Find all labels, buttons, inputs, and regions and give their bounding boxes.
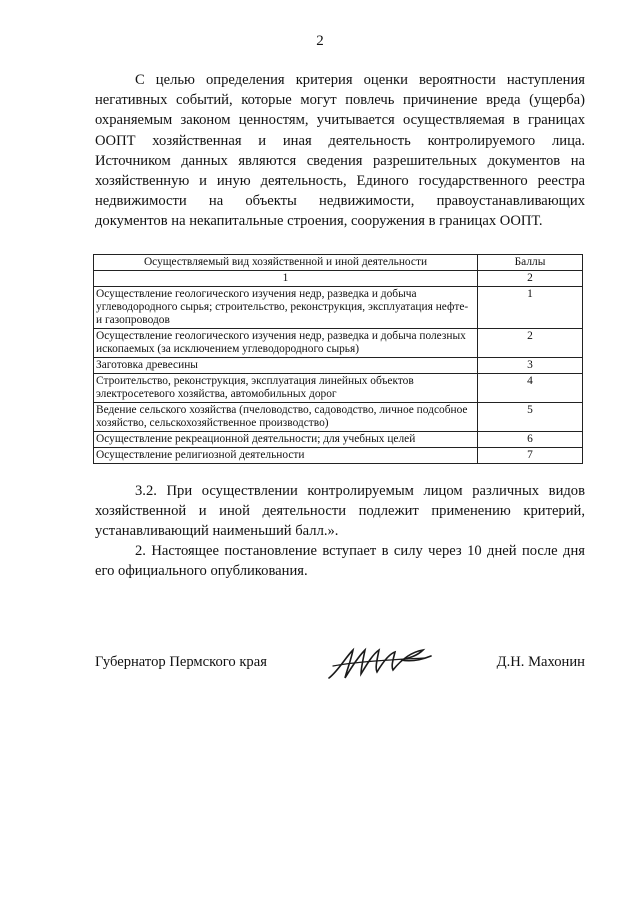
- signatory-name: Д.Н. Махонин: [496, 654, 585, 670]
- score-cell: 1: [478, 287, 583, 329]
- score-cell: 7: [478, 448, 583, 464]
- intro-paragraph: С целью определения критерия оценки вероятности наступления негативных событий, которые могут повлечь причинение вреда (ущерба) охраняемым законом ценностям, учитывается осуществляемая в границах ООПТ хозяйственная и иная деятельность контролируемого лица. Источником данных являются сведения разрешительных документов на хозяйственную и иную деятельность, Единого государственного реестра недвижимости на объекты недвижимости, правоустанавливающих документов на некапитальные строения, сооружения в границах ООПТ.: [95, 72, 585, 230]
- header-activity: Осуществляемый вид хозяйственной и иной деятельности: [94, 255, 478, 271]
- index-cell: 1: [94, 271, 478, 287]
- table-index-row: [94, 271, 583, 287]
- score-cell: 6: [478, 432, 583, 448]
- score-cell: 4: [478, 374, 583, 403]
- activity-cell: Ведение сельского хозяйства (пчеловодство, садоводство, личное подсобное хозяйство, сельскохозяйственное производство): [94, 403, 478, 432]
- score-cell: 3: [478, 358, 583, 374]
- index-cell: 2: [478, 271, 583, 287]
- table-row: [94, 403, 583, 432]
- table-header-row: [94, 255, 583, 271]
- clause-2: 2. Настоящее постановление вступает в силу через 10 дней после дня его официального опубликования.: [95, 543, 585, 580]
- criteria-table: [93, 254, 583, 464]
- activity-cell: Строительство, реконструкция, эксплуатация линейных объектов электросетевого хозяйства, автомобильных дорог: [94, 374, 478, 403]
- handwritten-signature: [325, 640, 435, 684]
- page-number: 2: [316, 33, 324, 49]
- activity-cell: Осуществление геологического изучения недр, разведка и добыча полезных ископаемых (за исключением углеводородного сырья): [94, 329, 478, 358]
- score-cell: 5: [478, 403, 583, 432]
- signatory-position: Губернатор Пермского края: [95, 654, 267, 670]
- header-score: Баллы: [478, 255, 583, 271]
- table-row: [94, 358, 583, 374]
- activity-cell: Заготовка древесины: [94, 358, 478, 374]
- signature-block: [0, 654, 640, 704]
- table-row: [94, 432, 583, 448]
- activity-cell: Осуществление геологического изучения недр, разведка и добыча углеводородного сырья; строительство, реконструкция, эксплуатация нефте- и газопроводов: [94, 287, 478, 329]
- activity-cell: Осуществление религиозной деятельности: [94, 448, 478, 464]
- score-cell: 2: [478, 329, 583, 358]
- table-row: [94, 374, 583, 403]
- table-row: [94, 329, 583, 358]
- activity-cell: Осуществление рекреационной деятельности; для учебных целей: [94, 432, 478, 448]
- table-row: [94, 448, 583, 464]
- table-row: [94, 287, 583, 329]
- clause-3-2: 3.2. При осуществлении контролируемым лицом различных видов хозяйственной и иной деятельности подлежит применению критерий, устанавливающий наименьший балл.».: [95, 483, 585, 540]
